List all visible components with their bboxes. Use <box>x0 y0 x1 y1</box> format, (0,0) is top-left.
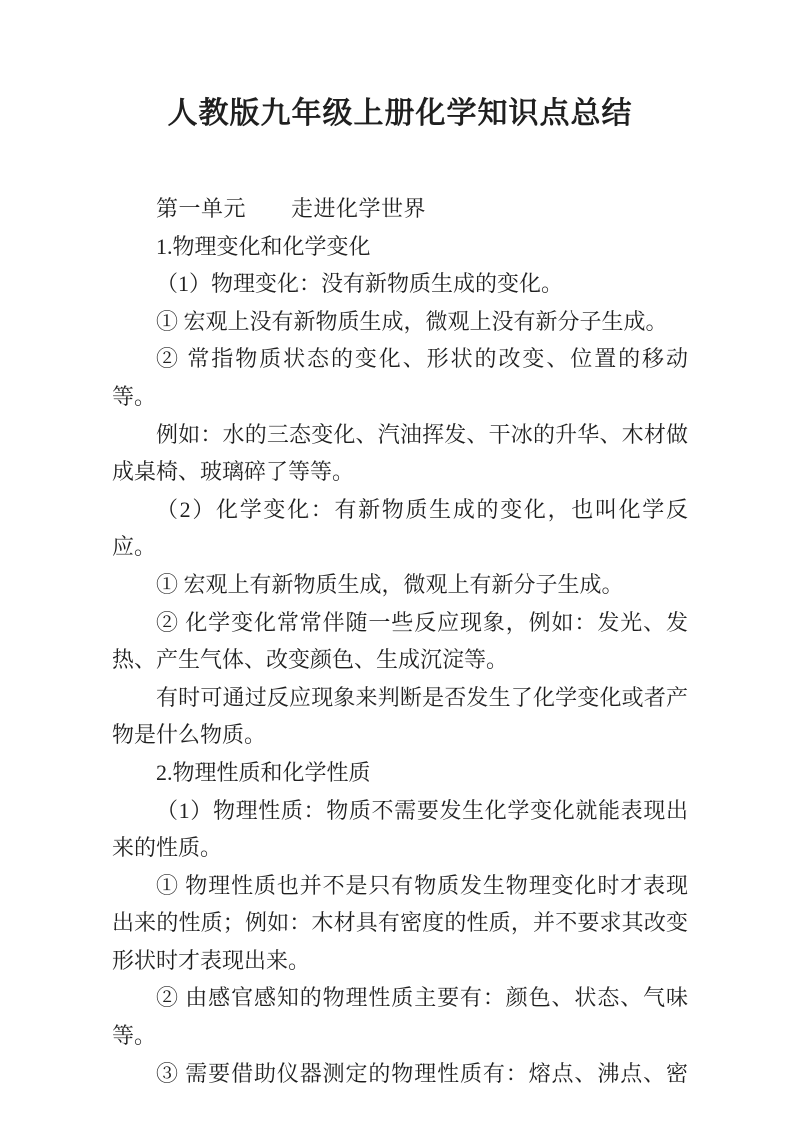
body-paragraph-cutoff-at-page-break: ③ 需要借助仪器测定的物理性质有：熔点、沸点、密 <box>156 1060 688 1086</box>
body-paragraph: 例如：水的三态变化、汽油挥发、干冰的升华、木材做成桌椅、玻璃碎了等等。 <box>112 421 688 485</box>
body-paragraph: ① 物理性质也并不是只有物质发生物理变化时才表现出来的性质；例如：木材具有密度的性质，并不要求其改变形状时才表现出来。 <box>112 872 688 973</box>
list-heading-physical-chemical-property: 2.物理性质和化学性质 <box>156 759 371 785</box>
body-paragraph: （2）化学变化：有新物质生成的变化，也叫化学反应。 <box>112 496 688 560</box>
body-paragraph: ① 宏观上有新物质生成，微观上有新分子生成。 <box>156 571 624 597</box>
section-heading-unit1: 第一单元 走进化学世界 <box>156 196 427 221</box>
list-heading-physical-chemical-change: 1.物理变化和化学变化 <box>156 233 371 259</box>
body-paragraph: （1）物理变化：没有新物质生成的变化。 <box>156 271 564 297</box>
body-paragraph: （1）物理性质：物质不需要发生化学变化就能表现出来的性质。 <box>112 797 688 861</box>
body-paragraph: ② 化学变化常常伴随一些反应现象，例如：发光、发热、产生气体、改变颜色、生成沉淀等。 <box>112 609 688 673</box>
body-paragraph: ② 常指物质状态的变化、形状的改变、位置的移动等。 <box>112 346 688 409</box>
body-paragraph: ② 由感官感知的物理性质主要有：颜色、状态、气味等。 <box>112 985 688 1049</box>
document-body <box>112 92 688 1092</box>
document-title: 人教版九年级上册化学知识点总结 <box>167 97 633 130</box>
body-paragraph: ① 宏观上没有新物质生成，微观上没有新分子生成。 <box>156 308 668 334</box>
body-paragraph: 有时可通过反应现象来判断是否发生了化学变化或者产物是什么物质。 <box>112 684 688 748</box>
